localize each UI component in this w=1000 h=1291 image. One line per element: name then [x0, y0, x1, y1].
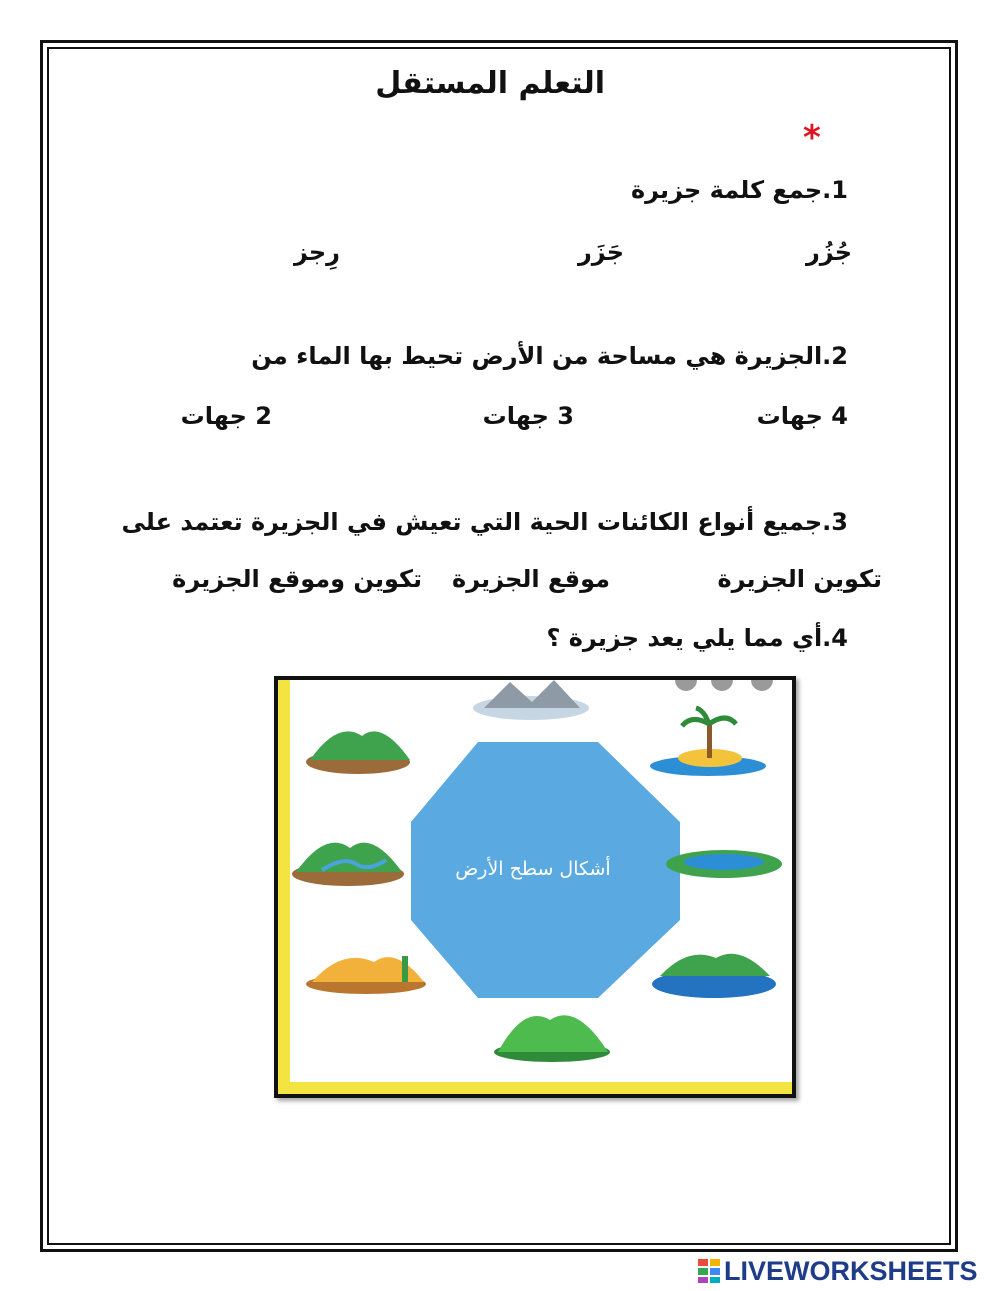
liveworksheets-logo — [698, 1256, 978, 1286]
required-star: * — [803, 118, 821, 158]
q2-option-1[interactable]: 4 جهات — [756, 402, 848, 430]
q3-option-1[interactable]: تكوين الجزيرة — [717, 565, 882, 593]
question-4: 4.أي مما يلي يعد جزيرة ؟ — [546, 624, 848, 652]
landforms-label: أشكال سطح الأرض — [455, 858, 611, 880]
q2-option-3[interactable]: 2 جهات — [180, 402, 272, 430]
q2-option-2[interactable]: 3 جهات — [482, 402, 574, 430]
q3-option-3[interactable]: تكوين وموقع الجزيرة — [172, 565, 422, 593]
logo-blocks-icon — [698, 1259, 720, 1283]
landforms-illustration — [278, 680, 792, 1094]
q1-option-3[interactable]: رِجز — [293, 238, 340, 266]
question-3: 3.جميع أنواع الكائنات الحية التي تعيش في الجزيرة تعتمد على — [121, 508, 848, 536]
brand-name: LIVEWORKSHEETS — [724, 1255, 978, 1286]
worksheet-title: التعلم المستقل — [375, 66, 605, 101]
q1-option-1[interactable]: جُزُر — [805, 238, 852, 266]
q3-option-2[interactable]: موقع الجزيرة — [452, 565, 610, 593]
question-1: 1.جمع كلمة جزيرة — [630, 176, 848, 204]
question-2: 2.الجزيرة هي مساحة من الأرض تحيط بها الماء من — [251, 342, 848, 370]
q1-option-2[interactable]: جَزَر — [577, 238, 624, 266]
landforms-image — [274, 676, 796, 1098]
